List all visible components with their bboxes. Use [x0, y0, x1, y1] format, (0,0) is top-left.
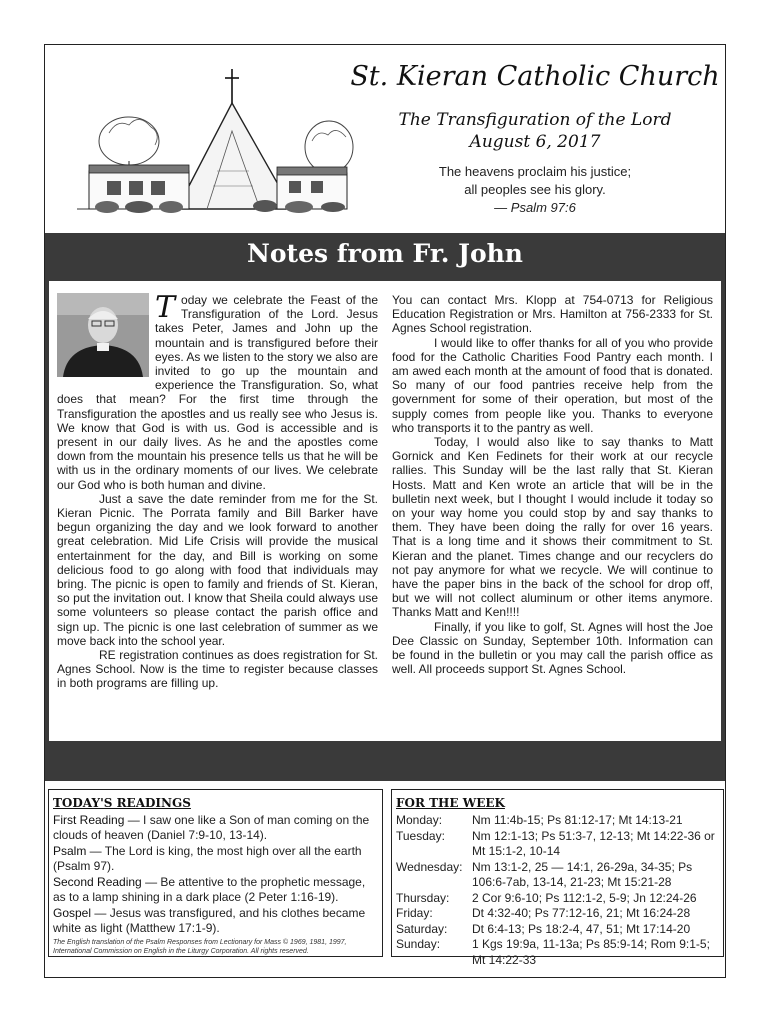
reading-item — [53, 813, 378, 843]
reading-text: — I saw one like a Son of man coming on the clouds of heaven (Daniel 7:9-10, 13-14). — [53, 813, 370, 842]
notes-paragraph: RE registration continues as does registration for St. Agnes School. Now is the time to register because classes in both programs are filling up. — [57, 648, 378, 691]
notes-paragraph: Finally, if you like to golf, St. Agnes will host the Joe Dee Classic on Sunday, September 10th. Information can be found in the bulletin or you may call the parish office as well. All proceeds support St. Agnes School. — [392, 619, 713, 677]
reading-name: First Reading — [53, 813, 125, 827]
readings-title: TODAY'S READINGS — [53, 796, 191, 810]
week-day: Monday: — [396, 813, 443, 827]
week-refs: 1 Kgs 19:9a, 11-13a; Ps 85:9-14; Rom 9:1-5; Mt 14:22-33 — [472, 937, 710, 967]
reading-name: Gospel — [53, 906, 92, 920]
week-row — [396, 906, 719, 922]
week-refs: Nm 13:1-2, 25 — 14:1, 26-29a, 34-35; Ps 106:6-7ab, 13-14, 21-23; Mt 15:21-28 — [472, 859, 693, 889]
week-row — [396, 937, 719, 968]
week-row — [396, 860, 719, 891]
week-refs: Nm 12:1-13; Ps 51:3-7, 12-13; Mt 14:22-36 or Mt 15:1-2, 10-14 — [472, 828, 715, 858]
week-row — [396, 891, 719, 907]
notes-paragraph: oday we celebrate the Feast of the Transfiguration of the Lord. Jesus takes Peter, James and John up the mountain and is transfigured before their eyes. As we listen to the story we also are invited to go up the mountain and experience the Transfiguration. So, what does that mean? For the first time through the Transfiguration the apostles and us really see who Jesus is. We know that God is with us. God is accessible and is present in our daily lives. As he and the apostles come down from the mountain his presence tells us that he will be with us in the ordinary moments of our lives. We celebrate our God who is both human and divine. — [57, 293, 378, 492]
notes-section — [45, 233, 725, 781]
bulletin-header — [45, 45, 725, 231]
notes-title: Notes from Fr. John — [247, 239, 523, 268]
feast-block — [345, 109, 725, 153]
week-row — [396, 829, 719, 860]
reading-name: Second Reading — [53, 875, 142, 889]
notes-paragraph: You can contact Mrs. Klopp at 754-0713 for Religious Education Registration or Mrs. Hamilton at 756-2333 for St. Agnes School registration. — [392, 293, 713, 336]
notes-body — [49, 281, 721, 741]
reading-item — [53, 875, 378, 905]
priest-photo — [57, 293, 149, 377]
copyright-notice: The English translation of the Psalm Responses from Lectionary for Mass © 1969, 1981, 1997, International Commission on English in the Liturgy Corporation. All rights reserved. — [53, 939, 347, 955]
psalm-line-1: The heavens proclaim his justice; — [438, 164, 632, 179]
reading-item — [53, 906, 378, 936]
for-the-week-box — [391, 789, 724, 967]
notes-paragraph: Just a save the date reminder from me for the St. Kieran Picnic. The Porrata family and Bill Barker have begun organizing the day and we look forward to another great celebration. Mid Life Crisis will provide the musical entertainment for the day, and Bill is working on some delicious food to go along with food that individuals may bring. The picnic is open to family and friends of St. Kieran, so put the invitation out. I know that Sheila could always use some volunteers so please contact the parish office and sign up. The picnic is one last celebration of summer as we move back into the school year. — [57, 491, 378, 648]
drop-cap: T — [155, 290, 176, 325]
notes-right-column — [392, 293, 713, 733]
feast-date: August 6, 2017 — [469, 132, 601, 152]
church-name: St. Kieran Catholic Church — [350, 61, 720, 92]
week-refs: 2 Cor 9:6-10; Ps 112:1-2, 5-9; Jn 12:24-26 — [472, 890, 697, 905]
week-refs: Nm 11:4b-15; Ps 81:12-17; Mt 14:13-21 — [472, 813, 683, 827]
week-day: Tuesday: — [396, 828, 445, 843]
bulletin-page — [44, 44, 726, 978]
reading-text: — Be attentive to the prophetic message, as to a lamp shining in a dark place (2 Peter 1:16-19). — [53, 875, 366, 904]
week-row — [396, 813, 719, 829]
notes-left-column — [57, 290, 378, 733]
week-day: Wednesday: — [396, 859, 463, 874]
week-day: Friday: — [396, 906, 433, 920]
psalm-citation: — Psalm 97:6 — [494, 200, 576, 215]
week-row — [396, 922, 719, 938]
feast-title: The Transfiguration of the Lord — [398, 110, 672, 130]
church-illustration — [67, 61, 357, 221]
todays-readings-box — [48, 789, 383, 957]
psalm-verse — [345, 163, 725, 217]
week-title: FOR THE WEEK — [396, 796, 505, 810]
reading-text: — The Lord is king, the most high over all the earth (Psalm 97). — [53, 844, 362, 873]
psalm-line-2: all peoples see his glory. — [464, 182, 606, 197]
reading-name: Psalm — [53, 844, 87, 858]
week-refs: Dt 6:4-13; Ps 18:2-4, 47, 51; Mt 17:14-20 — [472, 921, 691, 936]
notes-paragraph: Today, I would also like to say thanks to Matt Gornick and Ken Fedinets for their work at our recycle rallies. This Sunday will be the last rally that St. Kieran Hosts. Matt and Ken wrote an article that will be in the bulletin next week, but I thought I would include it today so on your way home you could stop by and say thanks to them. They have been doing the rally for over 16 years. That is a long time and it shows their commitment to St. Kieran and the planet. Times change and our recyclers do not pay anymore for what we recycle. We will continue to have the paper bins in the back of the school for drop off, but we will not collect aluminum or other items anymore. Thanks Matt and Ken!!!! — [392, 435, 713, 620]
week-day: Sunday: — [396, 937, 441, 951]
reading-item — [53, 844, 378, 874]
notes-paragraph: I would like to offer thanks for all of you who provide food for the Catholic Charities Food Pantry each month. I am awed each month at the amount of food that is donated. So many of our food pantries receive help from the government for some of their operation, but most of the supply comes from people like you. Thanks to everyone who transports it to the pantry as well. — [392, 335, 713, 435]
week-refs: Dt 4:32-40; Ps 77:12-16, 21; Mt 16:24-28 — [472, 906, 691, 920]
reading-text: — Jesus was transfigured, and his clothes became white as light (Matthew 17:1-9). — [53, 906, 366, 935]
week-day: Saturday: — [396, 921, 448, 936]
week-day: Thursday: — [396, 890, 450, 905]
priest-portrait-icon — [57, 293, 149, 377]
